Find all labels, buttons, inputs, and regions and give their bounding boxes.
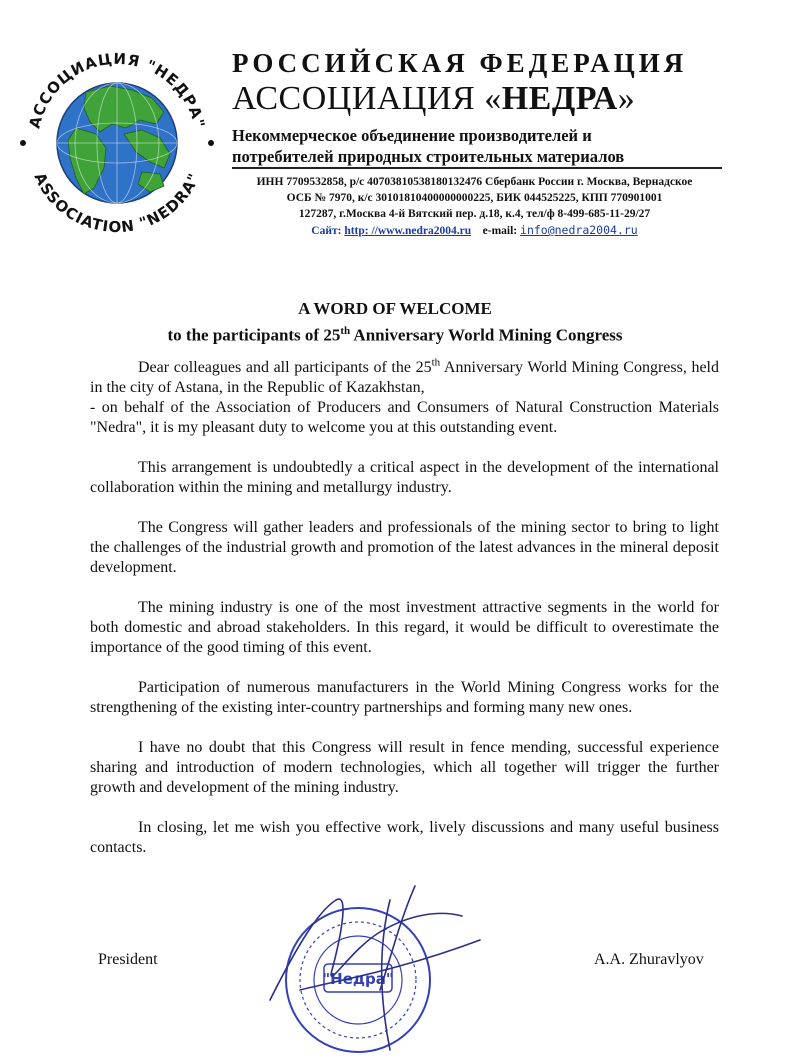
p1-post: Anniversary World Mining Congress, held in the city of Astana, in the Republic of Kazakhstan, [90,359,720,396]
header-subtitle [232,125,624,167]
p1-pre: Dear colleagues and all participants of the 25 [138,359,432,376]
header-assoc-prefix: АССОЦИАЦИЯ « [232,80,502,117]
site-link[interactable]: http: //www.nedra2004.ru [344,225,472,237]
logo-text-en: ASSOCIATION "NEDRA" [30,169,204,237]
logo-dot-left [20,140,26,146]
stamp-and-signature [240,880,500,1064]
header-association [232,80,635,118]
paragraph-6: Participation of numerous manufacturers in the World Mining Congress works for the strengthening of the existing inter-country partnerships and forming many new ones. [90,679,719,716]
requisites-line2: ОСБ № 7970, к/с 30101810400000000225, БИК 044525225, КПП 770901001 [286,192,663,204]
signature-position: President [98,951,158,968]
paragraph-4: The Congress will gather leaders and professionals of the mining sector to bring to light the challenges of the industrial growth and promotion of the latest advances in the mineral deposit development. [90,519,719,576]
round-stamp [286,908,430,1052]
logo-text-ru: АССОЦИАЦИЯ "НЕДРА" [25,49,209,131]
letter-title [0,298,790,347]
header-subtitle-line2: потребителей природных строительных материалов [232,147,625,166]
header-assoc-name: НЕДРА [501,80,618,117]
header-assoc-suffix: » [617,80,636,117]
email-label: e-mail: [482,225,518,237]
title-line2 [0,320,790,347]
letter-body [90,358,719,878]
header-country: РОССИЙСКАЯ ФЕДЕРАЦИЯ [232,48,688,78]
title-line2-post: Anniversary World Mining Congress [350,325,623,345]
site-label: Сайт: [311,225,342,237]
paragraph-3: This arrangement is undoubtedly a critical aspect in the development of the international collaboration within the mining and metallurgy industry. [90,459,719,496]
title-line2-pre: to the participants of 25 [167,325,341,345]
logo-dot-right [208,140,214,146]
requisites-line1: ИНН 7709532858, р/с 40703810538180132476 Сбербанк России г. Москва, Вернадское [256,176,693,188]
requisites-line3: 127287, г.Москва 4-й Вятский пер. д.18, к.4, тел/ф 8-499-685-11-29/27 [298,208,651,220]
p1-sup: th [431,356,441,369]
association-logo [14,40,220,246]
title-line1: A WORD OF WELCOME [298,299,492,318]
header-requisites [222,174,727,239]
requisites-contacts [222,222,727,239]
title-line2-sup: th [340,325,351,337]
paragraph-7: I have no doubt that this Congress will result in fence mending, successful experience sharing and introduction of modern technologies, which all together will trigger the further growth and development of the mining industry. [90,739,719,796]
signature-name: A.A. Zhuravlyov [594,951,704,968]
email-link[interactable]: info@nedra2004.ru [520,223,638,237]
paragraph-5: The mining industry is one of the most investment attractive segments in the world for both domestic and abroad stakeholders. In this regard, it would be difficult to overestimate the importance of the good timing of this event. [90,599,719,656]
header-divider [232,167,722,169]
paragraph-2: - on behalf of the Association of Producers and Consumers of Natural Construction Materials "Nedra", it is my pleasant duty to welcome you at this outstanding event. [90,399,719,436]
stamp-text: "Недра" [322,970,394,988]
paragraph-8: In closing, let me wish you effective work, lively discussions and many useful business contacts. [90,819,719,856]
paragraph-1 [90,358,719,398]
header-subtitle-line1: Некоммерческое объединение производителей и [232,126,592,145]
